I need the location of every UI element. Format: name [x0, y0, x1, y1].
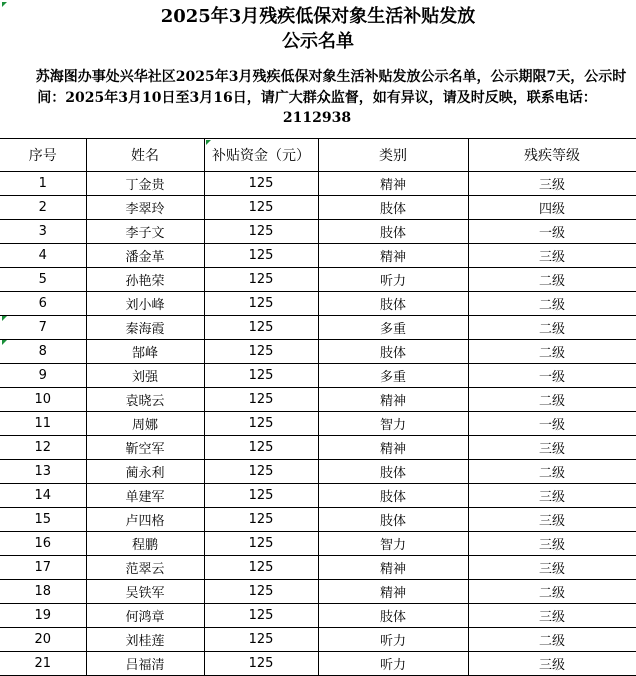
cell-name[interactable]: 刘强: [86, 364, 204, 388]
cell-name[interactable]: 李翠玲: [86, 196, 204, 220]
table-row: [0, 628, 636, 652]
cell-category[interactable]: 智力: [318, 532, 468, 556]
cell-no[interactable]: 3: [0, 220, 86, 244]
table-row: [0, 364, 636, 388]
cell-amount[interactable]: 125: [204, 388, 318, 412]
cell-level[interactable]: 一级: [468, 364, 636, 388]
cell-level[interactable]: 二级: [468, 292, 636, 316]
cell-name[interactable]: 袁晓云: [86, 388, 204, 412]
cell-level[interactable]: 三级: [468, 652, 636, 676]
table-row: [0, 268, 636, 292]
page-title[interactable]: [0, 0, 636, 60]
header-level[interactable]: 残疾等级: [468, 139, 636, 172]
cell-no[interactable]: 19: [0, 604, 86, 628]
table-row: [0, 412, 636, 436]
cell-level[interactable]: 三级: [468, 172, 636, 196]
cell-amount[interactable]: 125: [204, 652, 318, 676]
cell-no[interactable]: 7: [0, 316, 86, 340]
cell-no[interactable]: 1: [0, 172, 86, 196]
cell-no[interactable]: 18: [0, 580, 86, 604]
cell-no[interactable]: 4: [0, 244, 86, 268]
cell-category[interactable]: 肢体: [318, 196, 468, 220]
table-row: [0, 172, 636, 196]
cell-no[interactable]: 14: [0, 484, 86, 508]
table-row: [0, 556, 636, 580]
cell-name[interactable]: 刘小峰: [86, 292, 204, 316]
cell-name[interactable]: 吕福清: [86, 652, 204, 676]
cell-category[interactable]: 智力: [318, 412, 468, 436]
cell-category[interactable]: 肢体: [318, 604, 468, 628]
cell-amount[interactable]: 125: [204, 244, 318, 268]
cell-amount[interactable]: 125: [204, 340, 318, 364]
cell-amount[interactable]: 125: [204, 196, 318, 220]
table-row: [0, 484, 636, 508]
cell-name[interactable]: 何鸿章: [86, 604, 204, 628]
title-line-1: 2025年3月残疾低保对象生活补贴发放: [160, 6, 476, 27]
cell-amount[interactable]: 125: [204, 484, 318, 508]
title-line-2: 公示名单: [282, 31, 354, 52]
cell-level[interactable]: 二级: [468, 460, 636, 484]
cell-no[interactable]: 15: [0, 508, 86, 532]
cell-amount[interactable]: 125: [204, 532, 318, 556]
cell-category[interactable]: 肢体: [318, 340, 468, 364]
cell-amount[interactable]: 125: [204, 628, 318, 652]
cell-level[interactable]: 三级: [468, 604, 636, 628]
cell-level[interactable]: 一级: [468, 220, 636, 244]
header-name[interactable]: 姓名: [86, 139, 204, 172]
table-row: [0, 508, 636, 532]
cell-category[interactable]: 肢体: [318, 292, 468, 316]
table-row: [0, 316, 636, 340]
cell-amount[interactable]: 125: [204, 220, 318, 244]
cell-category[interactable]: 听力: [318, 652, 468, 676]
cell-amount[interactable]: 125: [204, 316, 318, 340]
cell-level[interactable]: 二级: [468, 628, 636, 652]
table-row: [0, 652, 636, 676]
cell-level[interactable]: 三级: [468, 556, 636, 580]
cell-no[interactable]: 2: [0, 196, 86, 220]
table-header-row: [0, 139, 636, 172]
cell-no[interactable]: 11: [0, 412, 86, 436]
cell-level[interactable]: 二级: [468, 580, 636, 604]
cell-amount[interactable]: 125: [204, 412, 318, 436]
cell-name[interactable]: 刘桂莲: [86, 628, 204, 652]
cell-no[interactable]: 20: [0, 628, 86, 652]
table-row: [0, 196, 636, 220]
cell-category[interactable]: 听力: [318, 268, 468, 292]
cell-category[interactable]: 精神: [318, 580, 468, 604]
cell-name[interactable]: 李子文: [86, 220, 204, 244]
cell-category[interactable]: 多重: [318, 364, 468, 388]
cell-no[interactable]: 13: [0, 460, 86, 484]
cell-marker-icon: [2, 340, 7, 345]
cell-level[interactable]: 三级: [468, 244, 636, 268]
cell-category[interactable]: 精神: [318, 172, 468, 196]
table-body: [0, 172, 636, 676]
cell-category[interactable]: 肢体: [318, 484, 468, 508]
cell-category[interactable]: 肢体: [318, 508, 468, 532]
cell-no[interactable]: 21: [0, 652, 86, 676]
cell-name[interactable]: 孙艳荣: [86, 268, 204, 292]
cell-marker-icon: [2, 316, 7, 321]
header-no[interactable]: 序号: [0, 139, 86, 172]
cell-amount[interactable]: 125: [204, 460, 318, 484]
cell-name[interactable]: 程鹏: [86, 532, 204, 556]
cell-name[interactable]: 秦海霞: [86, 316, 204, 340]
table-row: [0, 436, 636, 460]
cell-amount[interactable]: 125: [204, 436, 318, 460]
cell-no[interactable]: 5: [0, 268, 86, 292]
cell-no[interactable]: 10: [0, 388, 86, 412]
recipient-table: [0, 138, 636, 676]
notice-paragraph[interactable]: [0, 60, 636, 138]
cell-amount[interactable]: 125: [204, 508, 318, 532]
table-row: [0, 220, 636, 244]
cell-level[interactable]: 三级: [468, 532, 636, 556]
cell-level[interactable]: 二级: [468, 340, 636, 364]
cell-level[interactable]: 二级: [468, 316, 636, 340]
table-row: [0, 340, 636, 364]
cell-no[interactable]: 8: [0, 340, 86, 364]
cell-category[interactable]: 精神: [318, 556, 468, 580]
cell-name[interactable]: 周娜: [86, 412, 204, 436]
cell-no[interactable]: 17: [0, 556, 86, 580]
cell-name[interactable]: 吴铁军: [86, 580, 204, 604]
notice-text: 苏海图办事处兴华社区2025年3月残疾低保对象生活补贴发放公示名单，公示期限7天，公示时间：2025年3月10日至3月16日，请广大群众监督，如有异议，请及时反映，联系电话：2112938: [35, 69, 627, 126]
cell-no[interactable]: 12: [0, 436, 86, 460]
cell-category[interactable]: 肢体: [318, 220, 468, 244]
table-row: [0, 604, 636, 628]
cell-name[interactable]: 靳空军: [86, 436, 204, 460]
table-row: [0, 292, 636, 316]
cell-level[interactable]: 二级: [468, 268, 636, 292]
table-row: [0, 532, 636, 556]
cell-name[interactable]: 单建军: [86, 484, 204, 508]
cell-name[interactable]: 郜峰: [86, 340, 204, 364]
cell-level[interactable]: 三级: [468, 436, 636, 460]
cell-amount[interactable]: 125: [204, 268, 318, 292]
cell-level[interactable]: 三级: [468, 484, 636, 508]
cell-amount[interactable]: 125: [204, 172, 318, 196]
cell-category[interactable]: 精神: [318, 244, 468, 268]
table-row: [0, 244, 636, 268]
cell-name[interactable]: 范翠云: [86, 556, 204, 580]
cell-marker-icon: [2, 2, 7, 7]
cell-category[interactable]: 精神: [318, 388, 468, 412]
cell-level[interactable]: 三级: [468, 508, 636, 532]
cell-amount[interactable]: 125: [204, 364, 318, 388]
cell-amount[interactable]: 125: [204, 292, 318, 316]
header-category[interactable]: 类别: [318, 139, 468, 172]
cell-amount[interactable]: 125: [204, 604, 318, 628]
cell-category[interactable]: 精神: [318, 436, 468, 460]
cell-no[interactable]: 9: [0, 364, 86, 388]
cell-category[interactable]: 肢体: [318, 460, 468, 484]
cell-category[interactable]: 听力: [318, 628, 468, 652]
cell-no[interactable]: 6: [0, 292, 86, 316]
cell-level[interactable]: 四级: [468, 196, 636, 220]
cell-name[interactable]: 丁金贵: [86, 172, 204, 196]
table-row: [0, 388, 636, 412]
table-row: [0, 460, 636, 484]
header-amount[interactable]: 补贴资金（元）: [204, 139, 318, 172]
cell-amount[interactable]: 125: [204, 556, 318, 580]
cell-marker-icon: [206, 140, 211, 145]
table-row: [0, 580, 636, 604]
cell-level[interactable]: 一级: [468, 412, 636, 436]
cell-no[interactable]: 16: [0, 532, 86, 556]
cell-amount[interactable]: 125: [204, 580, 318, 604]
cell-category[interactable]: 多重: [318, 316, 468, 340]
cell-name[interactable]: 蔺永利: [86, 460, 204, 484]
cell-name[interactable]: 卢四格: [86, 508, 204, 532]
cell-level[interactable]: 二级: [468, 388, 636, 412]
cell-name[interactable]: 潘金革: [86, 244, 204, 268]
